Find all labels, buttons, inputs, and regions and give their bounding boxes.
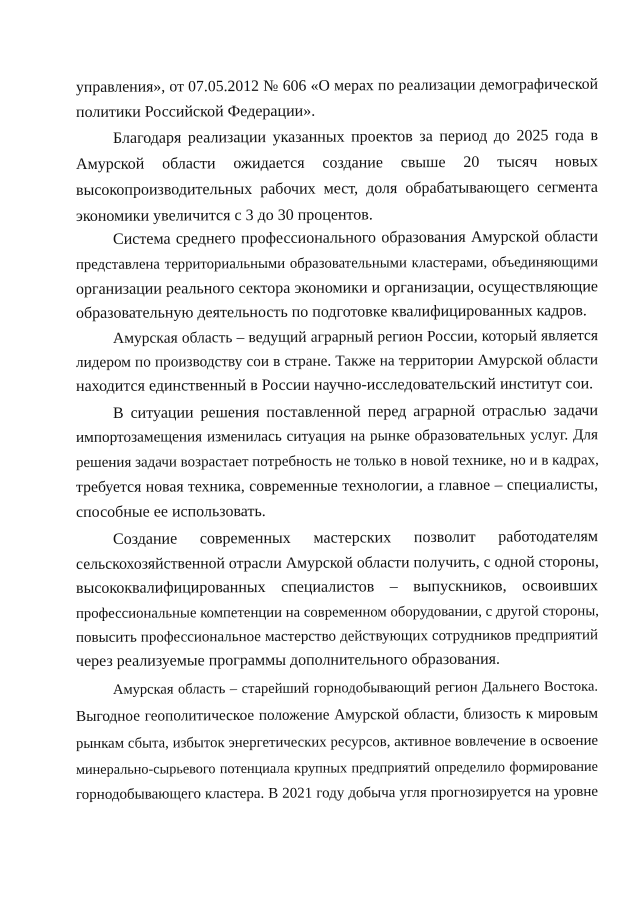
paragraph-first-line: Создание современных мастерских позволит работодателям [112, 528, 599, 548]
text-line: управления», от 07.05.2012 № 606 «О мерах по реализации демографической [75, 75, 599, 96]
text-line: сельскохозяйственной отрасли Амурской области получить, с одной стороны, [75, 553, 599, 573]
text-line: представлена территориальными образовательными кластерами, объединяющими [75, 254, 599, 273]
text-line: высокопроизводительных рабочих мест, доля обрабатывающего сегмента [75, 178, 599, 199]
paragraph-first-line: Система среднего профессионального образования Амурской области [112, 228, 599, 248]
text-line: через реализуемые программы дополнительного образования. [75, 650, 501, 670]
paragraph-first-line: Амурская область – ведущий аграрный регион России, который является [112, 327, 599, 347]
paragraph-first-line: Амурская область – старейший горнодобывающий регион Дальнего Востока. [112, 678, 599, 698]
text-line: находится единственный в России научно-исследовательский институт сои. [75, 375, 594, 395]
text-line: Амурской области ожидается создание свыше 20 тысяч новых [75, 153, 599, 173]
text-line: высококвалифицированных специалистов – выпускников, освоивших [75, 577, 599, 597]
text-line: горнодобывающего кластера. В 2021 году добыча угля прогнозируется на уровне [75, 783, 599, 803]
text-line: экономики увеличится с 3 до 30 процентов. [75, 206, 373, 225]
text-line: образовательную деятельность по подготовке квалифицированных кадров. [75, 302, 587, 322]
text-line: политики Российской Федерации». [75, 102, 316, 121]
text-line: повысить профессиональное мастерство действующих сотрудников предприятий [75, 627, 599, 646]
text-line: лидером по производству сои в стране. Также на территории Амурской области [75, 351, 599, 371]
text-line: способные ее использовать. [75, 503, 266, 521]
text-line: рынкам сбыта, избыток энергетических ресурсов, активное вовлечение в освоение [75, 732, 599, 752]
paragraph-first-line: Благодаря реализации указанных проектов за период до 2025 года в [112, 127, 599, 147]
text-line: требуется новая техника, современные технологии, а главное – специалисты, [75, 476, 599, 496]
text-line: решения задачи возрастает потребность не только в новой технике, но и в кадрах, [75, 452, 599, 471]
text-line: минерально-сырьевого потенциала крупных предприятий определило формирование [75, 758, 599, 778]
text-line: Выгодное геополитическое положение Амурской области, близость к мировым [75, 704, 599, 725]
paragraph-first-line: В ситуации решения поставленной перед аграрной отраслью задачи [112, 402, 599, 422]
text-line: профессиональные компетенции на современном оборудовании, с другой стороны, [75, 603, 599, 622]
text-line: импортозамещения изменилась ситуация на рынке образовательных услуг. Для [75, 426, 599, 446]
text-line: организации реального сектора экономики и организации, осуществляющие [75, 278, 599, 298]
